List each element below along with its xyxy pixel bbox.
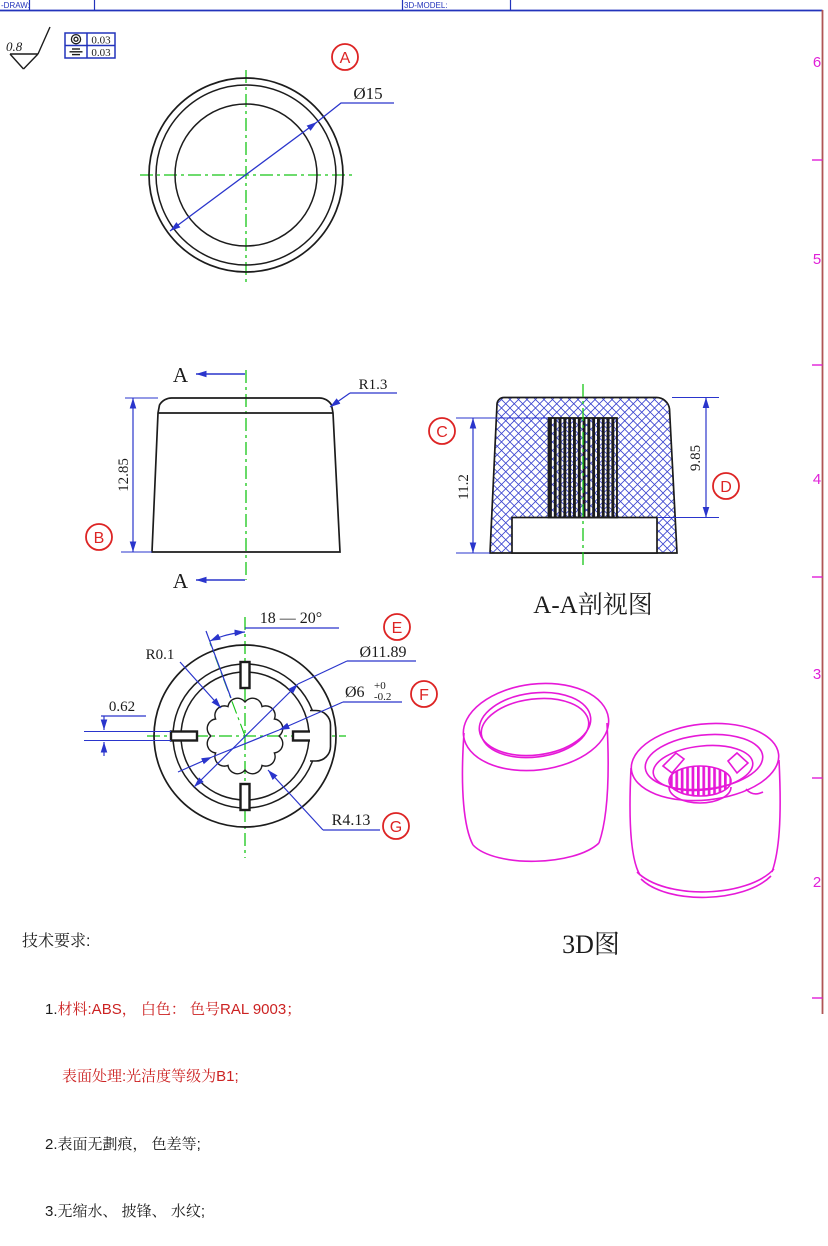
datum-f — [411, 681, 437, 707]
sheet-border-right — [812, 10, 823, 1014]
concentricity-icon — [71, 35, 80, 44]
surface-finish-symbol — [6, 27, 50, 69]
datum-c — [429, 418, 455, 444]
view-3d-caption: 3D图 — [562, 930, 620, 959]
tech-item-1b-text: 表面处理:光洁度等级为B1; — [62, 1068, 239, 1085]
front-view-radius-label: R1.3 — [358, 377, 388, 393]
tolerance-value-1: 0.03 — [91, 34, 111, 47]
tech-item-3 — [22, 1201, 301, 1224]
knob-3d-outside — [458, 675, 613, 861]
fillet-label: R0.1 — [145, 647, 175, 663]
technical-requirements — [22, 886, 301, 1246]
surface-roughness-value: 0.8 — [6, 39, 23, 54]
tech-item-1 — [22, 999, 301, 1022]
datum-f-letter: F — [419, 687, 429, 704]
datum-b-letter: B — [93, 530, 105, 547]
front-view — [116, 363, 397, 593]
datum-c-letter: C — [436, 424, 448, 441]
section-view — [456, 384, 719, 619]
datum-g — [383, 813, 409, 839]
rib-width-label: 0.62 — [108, 699, 136, 715]
zone-number: 2 — [812, 874, 822, 891]
datum-b — [86, 524, 112, 550]
section-arrow-letter-top: A — [172, 363, 188, 387]
datum-e-letter: E — [391, 620, 403, 637]
datum-a-letter: A — [339, 50, 351, 67]
bore-diameter-label: Ø6 — [345, 684, 365, 701]
section-arrow-letter-bottom: A — [172, 569, 188, 593]
zone-number: 5 — [812, 251, 822, 268]
section-view-caption: A-A剖视图 — [533, 592, 653, 619]
datum-d — [713, 473, 739, 499]
section-depth-right-label: 9.85 — [688, 444, 704, 472]
tech-item-1b — [22, 1066, 301, 1089]
zone-number: 6 — [812, 54, 822, 71]
section-depth-left-label: 11.2 — [456, 474, 472, 500]
datum-d-letter: D — [720, 479, 732, 496]
symmetry-icon — [70, 49, 83, 55]
datum-a — [332, 44, 358, 70]
top-view-diameter-label: Ø15 — [353, 84, 383, 103]
lobe-radius-label: R4.13 — [331, 812, 371, 829]
zone-number: 3 — [812, 666, 822, 683]
angle-label: 18 — 20° — [259, 610, 323, 627]
tech-item-1-num: 1. — [45, 1000, 58, 1018]
tech-item-3-num: 3. — [45, 1203, 58, 1220]
zone-ticks — [812, 160, 823, 998]
view-3d — [458, 675, 782, 959]
title-block — [0, 0, 823, 11]
tech-item-3-text: 无缩水、 披锋、 水纹; — [57, 1203, 206, 1220]
knob-3d-inside — [627, 716, 782, 897]
knob-3d-spline-hub — [669, 766, 731, 796]
top-view — [140, 70, 394, 283]
bore-tol-upper: +0 — [374, 680, 386, 692]
bore-tol-lower: -0.2 — [374, 691, 392, 703]
datum-e — [384, 614, 410, 640]
tolerance-frame — [65, 33, 115, 59]
ring-diameter-label: Ø11.89 — [359, 644, 407, 661]
tech-item-1-text: 材料:ABS， 白色： 色号RAL 9003； — [57, 1000, 302, 1018]
side-boss — [310, 711, 331, 762]
tech-item-2 — [22, 1134, 301, 1157]
zone-number: 4 — [812, 471, 822, 488]
title-block-draw-label: -DRAW: — [1, 1, 30, 10]
tech-title: 技术要求: — [22, 933, 91, 950]
bottom-view — [84, 610, 416, 858]
tolerance-value-2: 0.03 — [91, 46, 111, 59]
tech-item-2-text: 表面无劃痕， 色差等; — [57, 1135, 201, 1153]
tech-item-2-num: 2. — [45, 1135, 58, 1153]
front-view-height-label: 12.85 — [116, 458, 132, 492]
section-cavity — [512, 518, 657, 554]
datum-g-letter: G — [389, 819, 403, 836]
title-block-model-label: 3D-MODEL: — [404, 1, 448, 10]
